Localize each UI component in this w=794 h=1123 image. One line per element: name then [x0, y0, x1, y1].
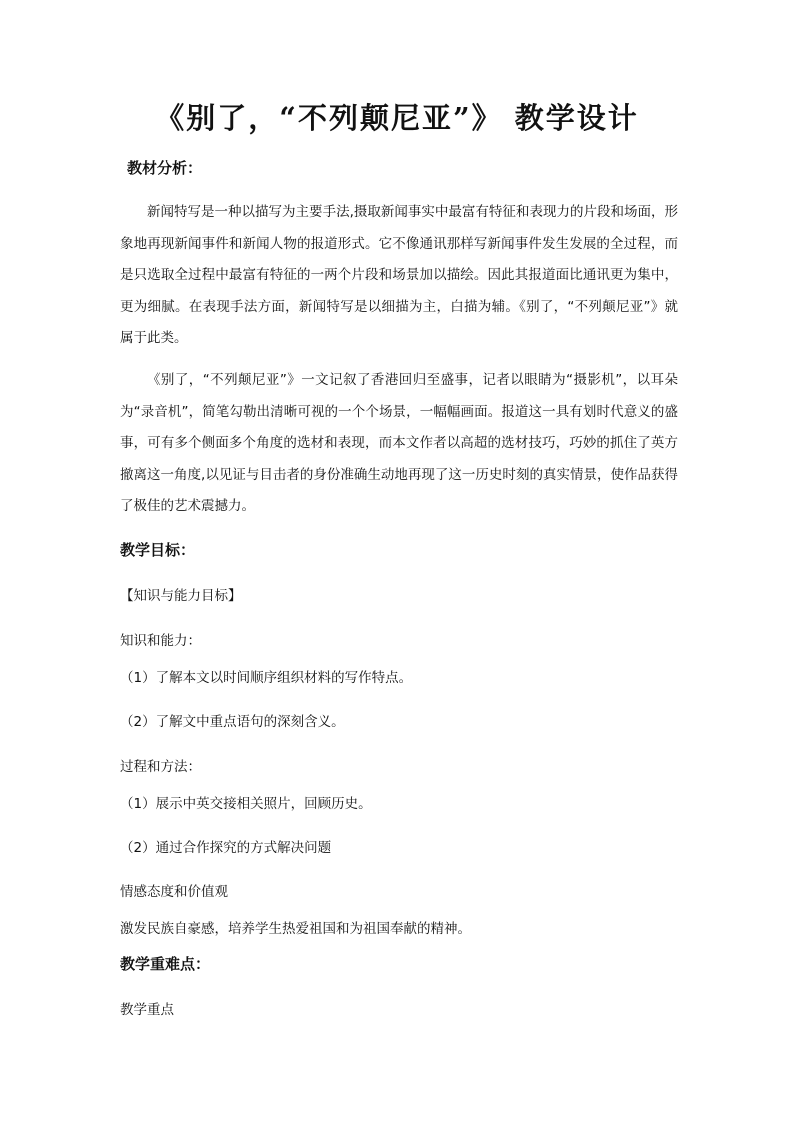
page-title: 《别了，“不列颠尼亚”》 教学设计: [155, 101, 639, 135]
key-points-heading: 教学重难点：: [120, 955, 211, 973]
knowledge-item-2: （2）了解文中重点语句的深刻含义。: [120, 714, 345, 730]
material-analysis-paragraph-2: 《别了，“不列颠尼亚”》一文记叙了香港回归至盛事，记者以眼睛为“摄影机”，以耳朵为“录音机”，简笔勾勒出清晰可视的一个个场景，一幅幅画面。报道这一具有划时代意义的盛事，可有多个侧面多个角度的选材和表现，而本文作者以高超的选材技巧，巧妙的抓住了英方撤离这一角度,以见证与目击者的身份准确生动地再现了这一历史时刻的真实情景，使作品获得了极佳的艺术震撼力。: [120, 372, 678, 514]
process-item-1: （1）展示中英交接相关照片，回顾历史。: [120, 796, 372, 812]
emotion-text: 激发民族自豪感，培养学生热爱祖国和为祖国奉献的精神。: [120, 921, 471, 937]
emotion-label: 情感态度和价值观: [120, 884, 228, 900]
material-analysis-paragraph-1: 新闻特写是一种以描写为主要手法,摄取新闻事实中最富有特征和表现力的片段和场面，形象地再现新闻事件和新闻人物的报道形式。它不像通讯那样写新闻事件发生发展的全过程，而是只选取全过程中最富有特征的一两个片段和场景加以描绘。因此其报道面比通讯更为集中，更为细腻。在表现手法方面，新闻特写是以细描为主，白描为辅。《别了，“不列颠尼亚”》就属于此类。: [120, 204, 678, 346]
knowledge-item-1: （1）了解本文以时间顺序组织材料的写作特点。: [120, 670, 413, 686]
teaching-goals-heading: 教学目标：: [120, 541, 196, 559]
key-points-sub-label: 教学重点: [120, 1002, 174, 1018]
knowledge-label: 知识和能力：: [120, 633, 201, 649]
process-label: 过程和方法：: [120, 759, 201, 775]
process-item-2: （2）通过合作探究的方式解决问题: [120, 840, 332, 856]
knowledge-ability-goal-subheading: 【知识与能力目标】: [120, 588, 242, 604]
material-analysis-heading: 教材分析：: [127, 159, 203, 177]
